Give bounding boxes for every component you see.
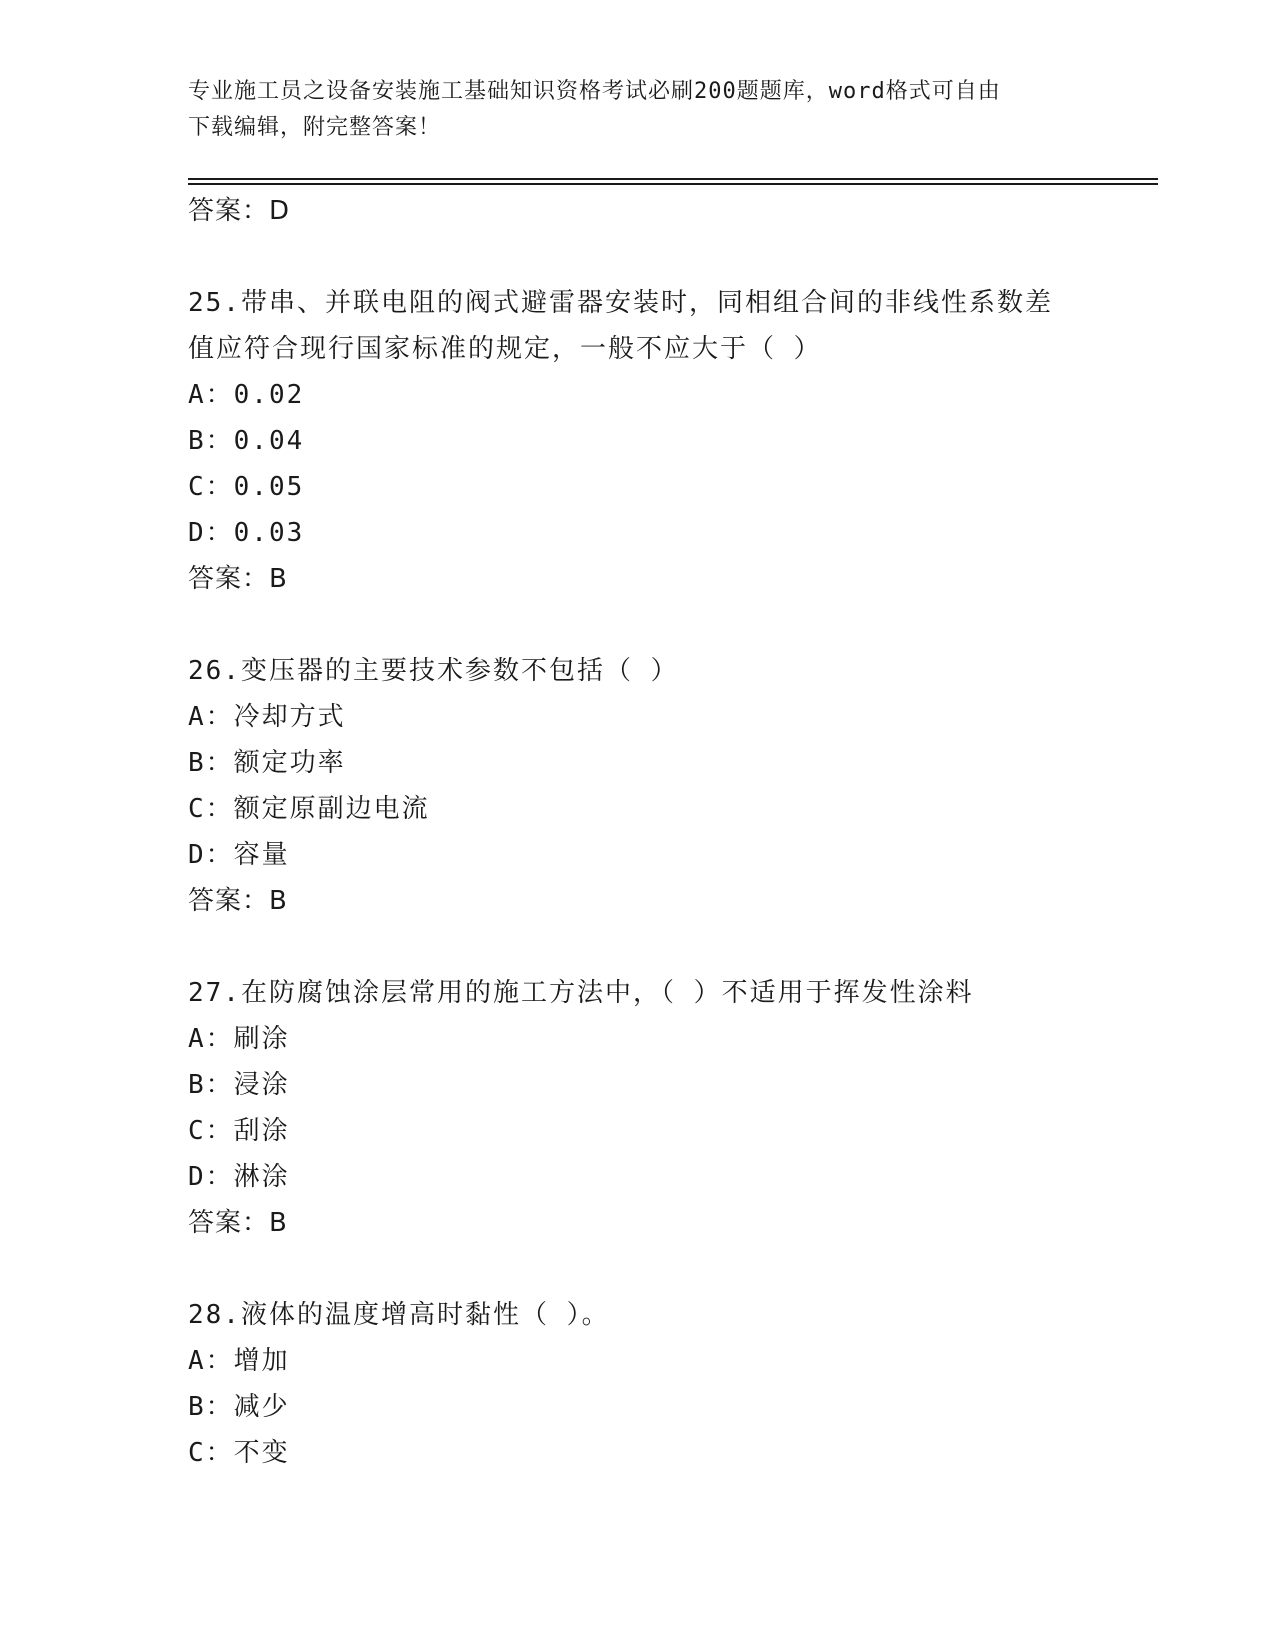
- header-divider-bottom: [188, 183, 1158, 185]
- question-list: [188, 188, 1088, 1476]
- option-b: B：额定功率: [188, 748, 346, 778]
- header-line-2: 下载编辑，附完整答案！: [188, 115, 442, 140]
- answer: 答案：B: [188, 886, 288, 916]
- option-a: A：0.02: [188, 380, 305, 410]
- answer: 答案：B: [188, 564, 288, 594]
- header-divider-top: [188, 178, 1158, 180]
- header-line-1: 专业施工员之设备安装施工基础知识资格考试必刷200题题库，word格式可自由: [188, 79, 1001, 104]
- question-28: [188, 1292, 1088, 1476]
- spacer: [188, 1246, 1088, 1292]
- spacer: [188, 602, 1088, 648]
- previous-answer: 答案：D: [188, 196, 291, 226]
- option-d: D：淋涂: [188, 1162, 290, 1192]
- spacer: [188, 924, 1088, 970]
- question-stem-continued: 值应符合现行国家标准的规定，一般不应大于（ ）: [188, 334, 822, 364]
- question-26: [188, 648, 1088, 924]
- question-27: [188, 970, 1088, 1246]
- question-stem: 25.带串、并联电阻的阀式避雷器安装时，同相组合间的非线性系数差: [188, 288, 1053, 318]
- question-stem: 27.在防腐蚀涂层常用的施工方法中，（ ）不适用于挥发性涂料: [188, 978, 974, 1008]
- question-stem: 28.液体的温度增高时黏性（ ）。: [188, 1300, 610, 1330]
- option-d: D：容量: [188, 840, 290, 870]
- option-d: D：0.03: [188, 518, 305, 548]
- option-c: C：0.05: [188, 472, 305, 502]
- option-c: C：刮涂: [188, 1116, 290, 1146]
- answer: 答案：B: [188, 1208, 288, 1238]
- option-b: B：浸涂: [188, 1070, 290, 1100]
- option-c: C：额定原副边电流: [188, 794, 430, 824]
- option-b: B：0.04: [188, 426, 305, 456]
- spacer: [188, 234, 1088, 280]
- option-a: A：增加: [188, 1346, 290, 1376]
- question-25: [188, 280, 1088, 602]
- question-stem: 26.变压器的主要技术参数不包括（ ）: [188, 656, 679, 686]
- option-a: A：冷却方式: [188, 702, 346, 732]
- option-a: A：刷涂: [188, 1024, 290, 1054]
- option-b: B：减少: [188, 1392, 290, 1422]
- document-header: [188, 74, 1068, 146]
- option-c: C：不变: [188, 1438, 290, 1468]
